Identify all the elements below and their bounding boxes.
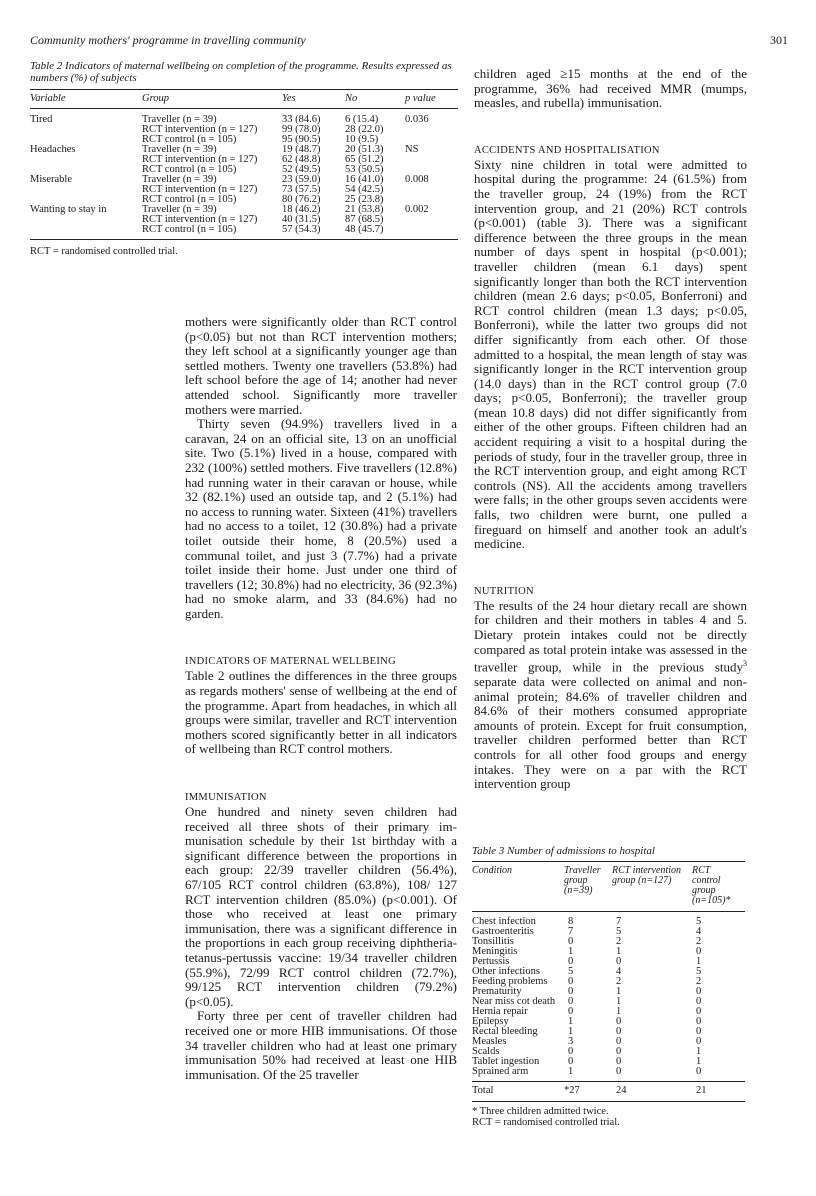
paragraph: children aged ≥15 months at the end of the programme, 36% had received MMR (mumps, measles, and rubella) immunisation. xyxy=(474,66,747,111)
condition-cell: Measles xyxy=(472,1036,507,1047)
condition-cell: Tablet ingestion xyxy=(472,1056,540,1067)
total-cell: *27 xyxy=(564,1085,580,1096)
column-header: Traveller group (n=39) xyxy=(564,865,601,896)
paragraph: Forty three per cent of traveller children had received one or more HIB immunisations. Of those 34 traveller children who had at least one primary immunisation 50% had received at least one HIB immunisation. Of the 25 traveller xyxy=(185,1008,457,1082)
count-cell: 0 xyxy=(616,1016,622,1027)
variable-cell: Headaches xyxy=(30,144,76,155)
paragraph: Table 2 outlines the differences in the three groups as regards mothers' sense of wellbeing at the end of the programme. Apart from headaches, in which all groups were similar, traveller and RCT intervention mothers scored significantly better in all indicators of wellbeing than RCT control mothers. xyxy=(185,668,457,757)
count-cell: 7 xyxy=(568,926,574,937)
table-2-footnote: RCT = randomised controlled trial. xyxy=(30,246,178,257)
group-cell: RCT control (n = 105) xyxy=(142,134,237,145)
condition-cell: Meningitis xyxy=(472,946,518,957)
count-cell: 0 xyxy=(616,956,622,967)
p-value-cell: 0.002 xyxy=(405,204,429,215)
no-cell: 28 (22.0) xyxy=(345,124,384,135)
count-cell: 1 xyxy=(568,1026,574,1037)
yes-cell: 57 (54.3) xyxy=(282,224,321,235)
count-cell: 0 xyxy=(568,1046,574,1057)
count-cell: 1 xyxy=(696,1056,702,1067)
count-cell: 1 xyxy=(696,1046,702,1057)
group-cell: Traveller (n = 39) xyxy=(142,144,217,155)
count-cell: 0 xyxy=(616,1056,622,1067)
group-cell: RCT control (n = 105) xyxy=(142,224,237,235)
no-cell: 20 (51.3) xyxy=(345,144,384,155)
column-header: p value xyxy=(405,93,436,104)
count-cell: 5 xyxy=(568,966,574,977)
yes-cell: 62 (48.8) xyxy=(282,154,321,165)
group-cell: RCT intervention (n = 127) xyxy=(142,214,258,225)
section-heading-wellbeing: INDICATORS OF MATERNAL WELLBEING xyxy=(185,656,396,668)
total-cell: 21 xyxy=(696,1085,707,1096)
count-cell: 1 xyxy=(568,1016,574,1027)
count-cell: 0 xyxy=(696,1016,702,1027)
yes-cell: 52 (49.5) xyxy=(282,164,321,175)
column-header: No xyxy=(345,93,358,104)
no-cell: 48 (45.7) xyxy=(345,224,384,235)
variable-cell: Wanting to stay in xyxy=(30,204,107,215)
count-cell: 0 xyxy=(568,1006,574,1017)
count-cell: 2 xyxy=(616,936,622,947)
condition-cell: Pertussis xyxy=(472,956,510,967)
no-cell: 10 (9.5) xyxy=(345,134,379,145)
table-row xyxy=(30,215,458,225)
total-cell: 24 xyxy=(616,1085,627,1096)
table-row xyxy=(30,135,458,145)
total-label: Total xyxy=(472,1085,494,1096)
group-cell: RCT intervention (n = 127) xyxy=(142,154,258,165)
section-heading-accidents: ACCIDENTS AND HOSPITALISATION xyxy=(474,144,660,156)
table-2-grid xyxy=(30,89,458,240)
table-row xyxy=(30,155,458,165)
empty-cell xyxy=(30,155,142,165)
table-2-caption: Table 2 Indicators of maternal wellbeing on completion of the programme. Results expressed as numbers (%) of subjects xyxy=(30,60,452,84)
condition-cell: Scalds xyxy=(472,1046,500,1057)
table-row xyxy=(30,165,458,175)
count-cell: 1 xyxy=(568,946,574,957)
count-cell: 0 xyxy=(616,1036,622,1047)
table-2 xyxy=(30,60,460,257)
empty-cell xyxy=(405,215,458,225)
count-cell: 0 xyxy=(616,1046,622,1057)
group-cell: Traveller (n = 39) xyxy=(142,114,217,125)
yes-cell: 18 (46.2) xyxy=(282,204,321,215)
group-cell: RCT control (n = 105) xyxy=(142,164,237,175)
condition-cell: Sprained arm xyxy=(472,1066,529,1077)
count-cell: 1 xyxy=(568,1066,574,1077)
count-cell: 0 xyxy=(568,1056,574,1067)
count-cell: 0 xyxy=(696,1066,702,1077)
no-cell: 87 (68.5) xyxy=(345,214,384,225)
yes-cell: 95 (90.5) xyxy=(282,134,321,145)
count-cell: 7 xyxy=(616,916,622,927)
table-row xyxy=(30,185,458,195)
count-cell: 1 xyxy=(616,1006,622,1017)
no-cell: 53 (50.5) xyxy=(345,164,384,175)
count-cell: 2 xyxy=(696,976,702,987)
count-cell: 1 xyxy=(616,996,622,1007)
column-header: Yes xyxy=(282,93,296,104)
empty-cell xyxy=(30,215,142,225)
count-cell: 0 xyxy=(616,1026,622,1037)
count-cell: 2 xyxy=(696,936,702,947)
count-cell: 0 xyxy=(696,1006,702,1017)
count-cell: 1 xyxy=(616,946,622,957)
column-header: RCT intervention group (n=127) xyxy=(612,865,681,886)
column-header: Variable xyxy=(30,93,66,104)
yes-cell: 99 (78.0) xyxy=(282,124,321,135)
no-cell: 65 (51.2) xyxy=(345,154,384,165)
no-cell: 54 (42.5) xyxy=(345,184,384,195)
empty-cell xyxy=(405,125,458,135)
empty-cell xyxy=(405,185,458,195)
table-3 xyxy=(472,845,747,1128)
group-cell: RCT intervention (n = 127) xyxy=(142,124,258,135)
paragraph xyxy=(474,599,747,792)
variable-cell: Miserable xyxy=(30,174,72,185)
condition-cell: Tonsillitis xyxy=(472,936,514,947)
text-run: separate data were collected on animal and non-animal protein; 84.6% of traveller children and 84.6% of their mothers consumed appropriate amounts of protein. Except for fruit consumption, traveller children performed better than RCT controls for all other food groups and energy intakes. They were on a par with the RCT intervention group xyxy=(474,674,747,792)
count-cell: 0 xyxy=(696,946,702,957)
count-cell: 0 xyxy=(568,936,574,947)
count-cell: 0 xyxy=(696,1036,702,1047)
table-row xyxy=(472,1037,745,1047)
column-header: Group xyxy=(142,93,170,104)
condition-cell: Rectal bleeding xyxy=(472,1026,538,1037)
table-row xyxy=(472,1007,745,1017)
column-header: RCT control group (n=105)* xyxy=(692,865,731,906)
table-row xyxy=(472,1067,745,1082)
count-cell: 0 xyxy=(568,956,574,967)
condition-cell: Gastroenteritis xyxy=(472,926,534,937)
table-row xyxy=(472,947,745,957)
section-heading-nutrition: NUTRITION xyxy=(474,585,534,597)
yes-cell: 80 (76.2) xyxy=(282,194,321,205)
column-header: Condition xyxy=(472,865,513,876)
condition-cell: Epilepsy xyxy=(472,1016,509,1027)
table-row xyxy=(30,125,458,135)
condition-cell: Other infections xyxy=(472,966,540,977)
no-cell: 25 (23.8) xyxy=(345,194,384,205)
table-row xyxy=(30,225,458,240)
yes-cell: 73 (57.5) xyxy=(282,184,321,195)
count-cell: 1 xyxy=(696,956,702,967)
yes-cell: 33 (84.6) xyxy=(282,114,321,125)
text-run: The results of the 24 hour dietary recall are shown for children and their mothers in tables 4 and 5. Dietary protein intakes could not be directly compared as total protein intake was assessed in the traveller group, while in the previous study xyxy=(474,597,747,675)
variable-cell: Tired xyxy=(30,114,53,125)
count-cell: 2 xyxy=(616,976,622,987)
count-cell: 0 xyxy=(696,986,702,997)
condition-cell: Prematurity xyxy=(472,986,522,997)
count-cell: 4 xyxy=(696,926,702,937)
paragraph: mothers were significantly older than RCT control (p<0.05) but not than RCT intervention mothers; they left school at a significantly younger age than settled mothers. Twenty one travellers (53.8%) had left school before the age of 14; another had never attended school. Significantly more traveller mothers were married. xyxy=(185,314,457,417)
yes-cell: 23 (59.0) xyxy=(282,174,321,185)
p-value-cell: 0.036 xyxy=(405,114,429,125)
count-cell: 0 xyxy=(568,986,574,997)
no-cell: 16 (41.0) xyxy=(345,174,384,185)
yes-cell: 19 (48.7) xyxy=(282,144,321,155)
group-cell: RCT control (n = 105) xyxy=(142,194,237,205)
group-cell: RCT intervention (n = 127) xyxy=(142,184,258,195)
total-row xyxy=(472,1082,745,1102)
table-3-caption: Table 3 Number of admissions to hospital xyxy=(472,845,655,857)
p-value-cell: NS xyxy=(405,144,419,155)
table-row xyxy=(30,109,458,126)
reference-superscript: 3 xyxy=(743,659,747,669)
empty-cell xyxy=(405,225,458,240)
condition-cell: Feeding problems xyxy=(472,976,548,987)
paragraph: Thirty seven (94.9%) travellers lived in a caravan, 24 on an official site, 13 on an unofficial site. Two (5.1%) lived in a house, compared with 232 (100%) settled mothers. Five travellers (12.8%) had running water in their caravan or house, while 32 (82.1%) used an outside tap, and 2 (5.1%) had no access to running water. Sixteen (41%) travellers had no access to a toilet, 12 (30.8%) had a private toilet outside their home, 8 (20.5%) used a communal toilet, and just 3 (7.7%) had a private toilet inside their home. Just under one third of travellers (12; 30.8%) had no electricity, 36 (92.3%) had no smoke alarm, and 33 (84.6%) had no garden. xyxy=(185,416,457,621)
count-cell: 0 xyxy=(696,996,702,1007)
empty-cell xyxy=(405,155,458,165)
empty-cell xyxy=(30,125,142,135)
empty-cell xyxy=(30,225,142,240)
count-cell: 8 xyxy=(568,916,574,927)
group-cell: Traveller (n = 39) xyxy=(142,204,217,215)
page-number: 301 xyxy=(770,33,788,47)
count-cell: 0 xyxy=(568,996,574,1007)
group-cell: Traveller (n = 39) xyxy=(142,174,217,185)
count-cell: 0 xyxy=(696,1026,702,1037)
table-3-footnote-2: RCT = randomised controlled trial. xyxy=(472,1117,620,1128)
left-column xyxy=(185,315,457,1082)
no-cell: 21 (53.8) xyxy=(345,204,384,215)
condition-cell: Hernia repair xyxy=(472,1006,528,1017)
condition-cell: Chest infection xyxy=(472,916,536,927)
p-value-cell: 0.008 xyxy=(405,174,429,185)
running-title: Community mothers' programme in travelling community xyxy=(30,33,306,47)
condition-cell: Near miss cot death xyxy=(472,996,556,1007)
paragraph: One hundred and ninety seven children had received all three shots of their primary immunisation schedule by their 1st birthday with a significant difference between the proportions in each group: 22/39 traveller children (56.4%), 67/105 RCT control children (63.8%), 108/ 127 RCT intervention children (85.0%) (p<0.001). Of those who received at least one primary immunisation, there was a significant difference in the proportions in each group receiving diphtheria-tetanus-pertussis vaccine: 19/34 traveller children (55.9%), 72/99 RCT control children (72.7%), 99/125 RCT intervention children (79.2%) (p<0.05). xyxy=(185,804,457,1009)
table-3-footnote-1: * Three children admitted twice. xyxy=(472,1106,609,1117)
count-cell: 3 xyxy=(568,1036,574,1047)
count-cell: 0 xyxy=(616,1066,622,1077)
no-cell: 6 (15.4) xyxy=(345,114,379,125)
right-column xyxy=(474,67,747,792)
table-3-grid xyxy=(472,861,745,1102)
section-heading-immunisation: IMMUNISATION xyxy=(185,792,267,804)
empty-cell xyxy=(30,185,142,195)
table-row xyxy=(472,1027,745,1037)
count-cell: 5 xyxy=(616,926,622,937)
count-cell: 4 xyxy=(616,966,622,977)
count-cell: 1 xyxy=(616,986,622,997)
count-cell: 5 xyxy=(696,966,702,977)
yes-cell: 40 (31.5) xyxy=(282,214,321,225)
table-row xyxy=(472,912,745,928)
count-cell: 0 xyxy=(568,976,574,987)
paragraph: Sixty nine children in total were admitted to hospital during the programme: 24 (61.5%) from the traveller group, 24 (19%) from the RCT intervention group, and 21 (20%) RCT controls (p<0.001) (table 3). There was a significant difference between the three groups in the mean number of days spent in hospital (p<0.001); traveller children (mean 6.1 days) spent significantly longer than both the RCT intervention children (mean 2.6 days; p<0.05, Bonferroni) and RCT control children (mean 1.3 days; p<0.05, Bonferroni), while the latter two groups did not differ significantly from each other. Of those admitted to a hospital, the mean length of stay was significantly longer in the RCT intervention group (14.0 days) than in the RCT control group (7.0 days; p<0.05, Bonferroni); the traveller group (mean 10.8 days) did not differ significantly from either of the other groups. Fifteen children had an accident requiring a visit to a hospital during the periods of study, four in the traveller group, three in the RCT intervention group, and eight among RCT controls (NS). All the accidents among travellers were falls; in the other groups seven accidents were falls, two children were burnt, one pulled a fireguard on himself and another took an adult's medicine. xyxy=(474,156,747,552)
count-cell: 5 xyxy=(696,916,702,927)
